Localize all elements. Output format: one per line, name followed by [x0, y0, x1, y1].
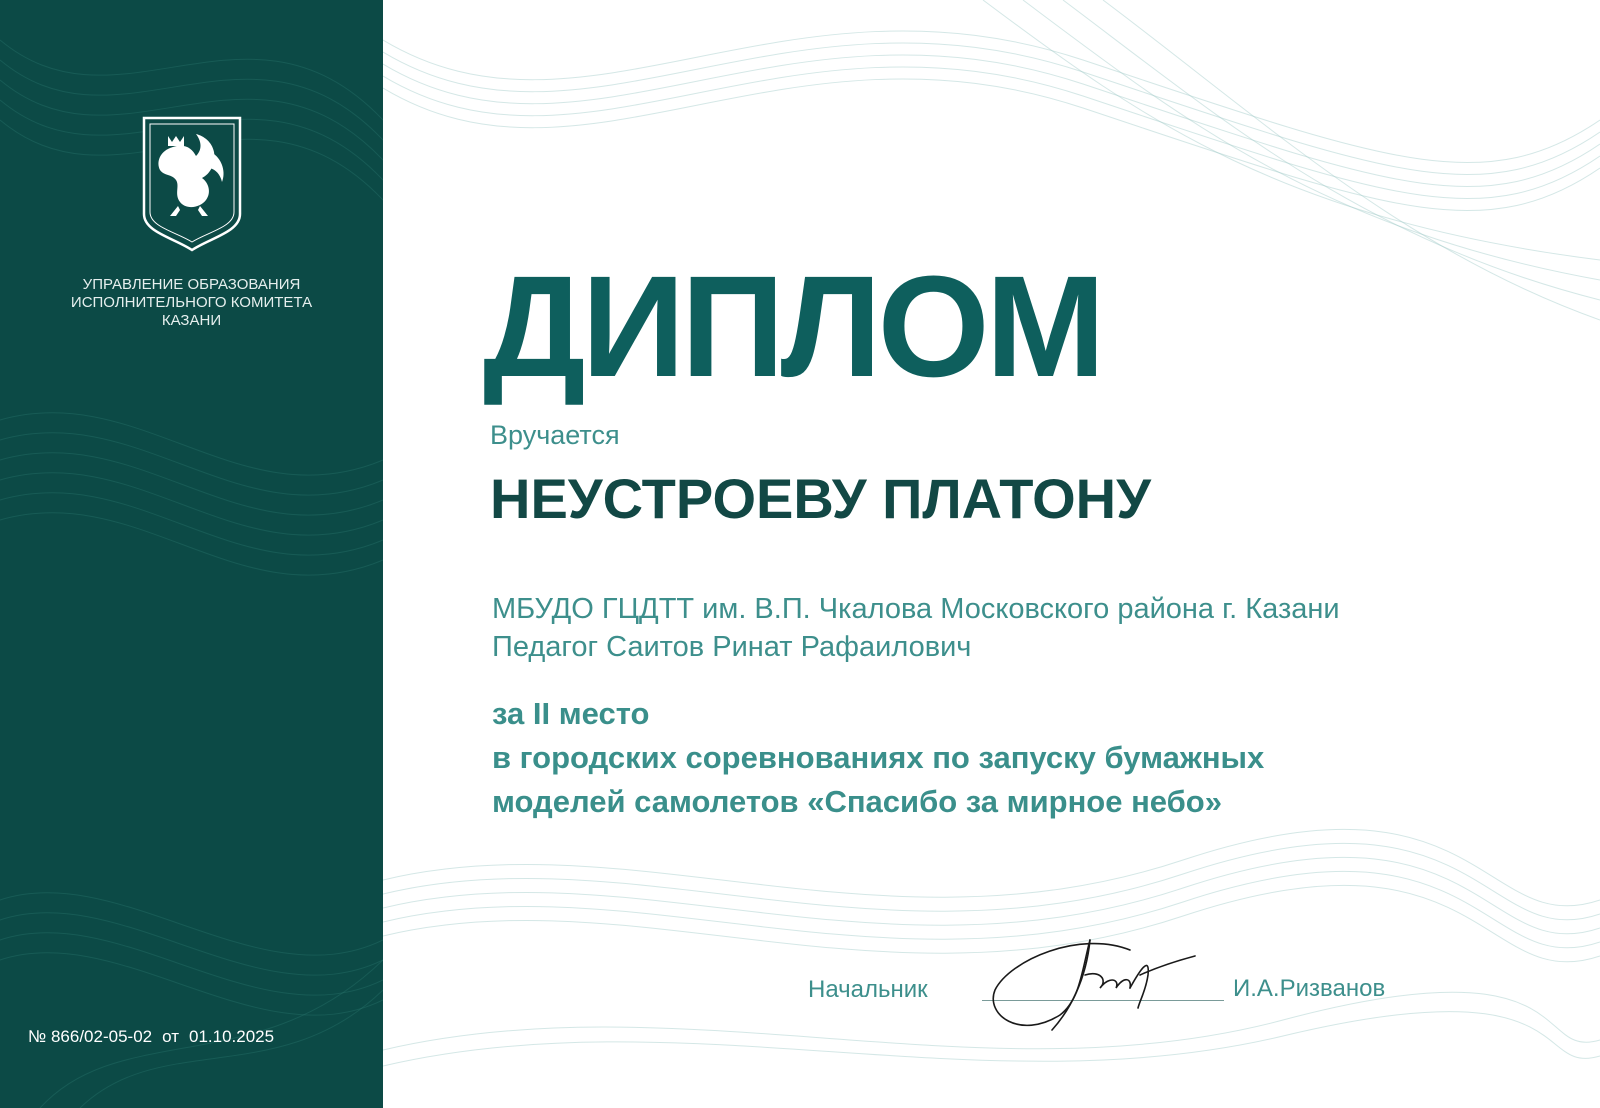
reason-line: моделей самолетов «Спасибо за мирное небо»: [492, 784, 1222, 819]
document-date-prefix: от: [162, 1027, 179, 1046]
teacher-line: Педагог Саитов Ринат Рафаилович: [492, 631, 972, 663]
reason-line: за II место: [492, 696, 650, 731]
organization-line: УПРАВЛЕНИЕ ОБРАЗОВАНИЯ: [82, 276, 301, 293]
left-panel: [0, 0, 383, 1108]
diploma-title: ДИПЛОМ: [483, 246, 1102, 407]
document-number-value: № 866/02-05-02: [28, 1027, 153, 1046]
reason-line: в городских соревнованиях по запуску бумажных: [492, 740, 1265, 775]
signatory-name: И.А.Ризванов: [1233, 975, 1386, 1002]
document-date: 01.10.2025: [188, 1027, 275, 1046]
organization-name: [0, 276, 383, 330]
signatory-role: Начальник: [808, 976, 928, 1003]
recipient-name: НЕУСТРОЕВУ ПЛАТОНУ: [490, 467, 1151, 530]
awarded-label: Вручается: [490, 420, 620, 450]
institution-line: МБУДО ГЦДТТ им. В.П. Чкалова Московского района г. Казани: [492, 593, 1340, 625]
handwritten-signature: [990, 930, 1200, 1055]
organization-line: ИСПОЛНИТЕЛЬНОГО КОМИТЕТА: [70, 294, 313, 311]
document-number: [28, 1027, 284, 1047]
award-reason: [492, 692, 1264, 824]
kazan-emblem-icon: [140, 114, 244, 254]
organization-line: КАЗАНИ: [161, 312, 222, 329]
institution-block: [492, 590, 1340, 666]
